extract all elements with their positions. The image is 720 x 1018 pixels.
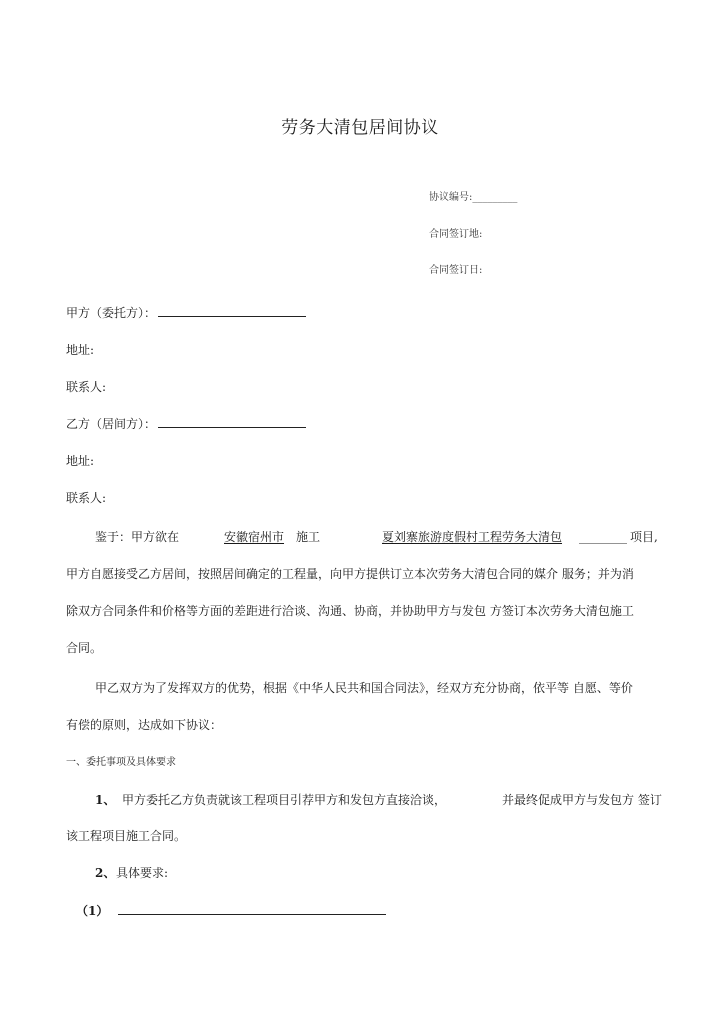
- preamble-blank: ________: [579, 530, 627, 544]
- party-a-line: [66, 307, 306, 319]
- party-a-blank: [158, 315, 306, 317]
- sign-place-label: 合同签订地:: [429, 229, 483, 240]
- preamble-p2-line-2: 有偿的原则，达成如下协议：: [66, 718, 223, 732]
- party-a-address-label: 地址:: [66, 343, 95, 357]
- sign-date-label: 合同签订日:: [429, 265, 483, 276]
- item-2-text: 具体要求:: [116, 866, 169, 880]
- item-1-number: 1、: [95, 793, 116, 807]
- party-a-label: 甲方（委托方）：: [66, 306, 157, 320]
- preamble-line-2: 甲方自愿接受乙方居间，按照居间确定的工程量，向甲方提供订立本次劳务大清包合同的媒介 服务；并为消: [66, 567, 634, 581]
- page-title: 劳务大清包居间协议: [281, 118, 439, 138]
- item-1-text-a: 甲方委托乙方负责就该工程项目引荐甲方和发包方直接洽谈，: [122, 793, 447, 807]
- item-2-number: 2、: [95, 866, 116, 880]
- party-b-blank: [158, 426, 306, 428]
- agreement-number: [429, 193, 517, 203]
- preamble-line-3: 除双方合同条件和价格等方面的差距进行洽谈、沟通、协商，并协助甲方与发包 方签订本次劳务大清包施工: [66, 604, 634, 618]
- party-b-label: 乙方（居间方）：: [66, 417, 157, 431]
- party-b-contact-label: 联系人:: [66, 491, 107, 505]
- preamble-p2-line-1: 甲乙双方为了发挥双方的优势，根据《中华人民共和国合同法》，经双方充分协商，依平等 自愿、等价: [95, 681, 633, 695]
- sub-item-1-number: （1）: [76, 904, 109, 918]
- agreement-number-label: 协议编号:: [429, 192, 473, 203]
- agreement-number-value: _________: [472, 192, 518, 203]
- party-b-address-label: 地址:: [66, 454, 95, 468]
- sub-item-1-blank: [118, 913, 386, 915]
- preamble-location: 安徽宿州市: [224, 530, 285, 544]
- party-a-contact-label: 联系人:: [66, 380, 107, 394]
- preamble-prefix: 鉴于：甲方欲在: [95, 530, 180, 544]
- party-b-line: [66, 418, 306, 430]
- preamble-work: 施工: [296, 530, 321, 544]
- sub-item-1-line: [76, 905, 386, 917]
- preamble-line-4: 合同。: [66, 641, 103, 655]
- section-1-heading: 一、委托事项及具体要求: [66, 757, 176, 768]
- item-1-text-b: 并最终促成甲方与发包方 签订: [502, 793, 662, 807]
- item-1-line-2: 该工程项目施工合同。: [66, 829, 187, 843]
- preamble-project: 夏刘寨旅游度假村工程劳务大清包: [382, 530, 563, 544]
- preamble-suffix: 项目,: [630, 530, 658, 544]
